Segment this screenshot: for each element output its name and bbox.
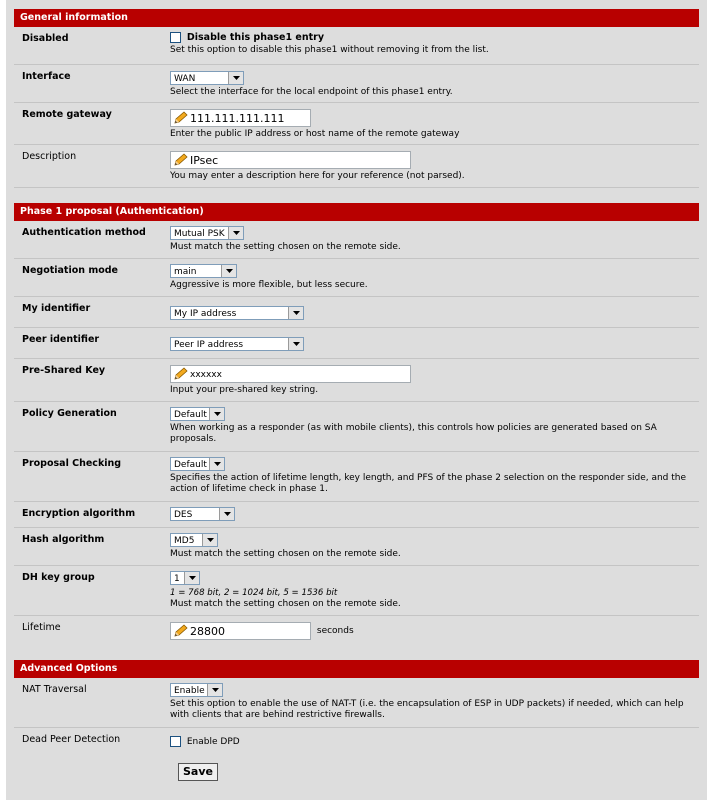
nat-traversal-label: NAT Traversal [22, 684, 87, 695]
dh-group-select-value: 1 [174, 574, 180, 584]
interface-select-value: WAN [174, 74, 196, 84]
chevron-down-icon [209, 408, 224, 420]
policy-generation-hint: When working as a responder (as with mobile clients), this controls how policies are generated based on SA proposals. [170, 423, 657, 444]
auth-method-label: Authentication method [22, 227, 146, 238]
hash-select-value: MD5 [174, 536, 195, 546]
enable-dpd-checkbox[interactable] [170, 736, 181, 747]
chevron-down-icon [288, 307, 303, 319]
psk-hint: Input your pre-shared key string. [170, 385, 319, 395]
negotiation-mode-label: Negotiation mode [22, 265, 118, 276]
form-panel [6, 0, 707, 800]
encryption-select-value: DES [174, 510, 193, 520]
remote-gateway-input[interactable] [170, 109, 311, 127]
save-button[interactable]: Save [178, 763, 218, 781]
pencil-icon [173, 624, 188, 641]
remote-gateway-hint: Enter the public IP address or host name of the remote gateway [170, 129, 460, 139]
row-auth-method [14, 221, 699, 259]
enable-dpd-checkbox-label: Enable DPD [186, 736, 240, 747]
lifetime-value: 28800 [190, 625, 225, 638]
disable-phase1-checkbox-label: Disable this phase1 entry [186, 32, 325, 43]
negotiation-mode-hint: Aggressive is more flexible, but less secure. [170, 280, 368, 290]
dpd-label: Dead Peer Detection [22, 734, 121, 745]
negotiation-mode-select[interactable] [170, 264, 237, 278]
row-interface [14, 65, 699, 103]
chevron-down-icon [184, 572, 199, 584]
remote-gateway-label: Remote gateway [22, 109, 112, 120]
row-encryption [14, 502, 699, 528]
dh-group-note: 1 = 768 bit, 2 = 1024 bit, 5 = 1536 bit [170, 588, 338, 598]
policy-generation-select[interactable] [170, 407, 225, 421]
peer-identifier-select[interactable] [170, 337, 304, 351]
dh-group-select[interactable] [170, 571, 200, 585]
psk-value: xxxxxx [190, 370, 222, 380]
auth-method-select-value: Mutual PSK [174, 229, 225, 239]
hash-label: Hash algorithm [22, 534, 105, 545]
chevron-down-icon [202, 534, 217, 546]
peer-identifier-label: Peer identifier [22, 334, 100, 345]
encryption-select[interactable] [170, 507, 235, 521]
section-header-general: General information [14, 9, 699, 27]
nat-traversal-hint: Set this option to enable the use of NAT-T (i.e. the encapsulation of ESP in UDP packets) if needed, which can help with clients that are behind restrictive firewalls. [170, 699, 684, 720]
policy-generation-select-value: Default [174, 410, 207, 420]
pencil-icon [173, 367, 188, 384]
nat-traversal-select-value: Enable [174, 686, 205, 696]
negotiation-mode-select-value: main [174, 267, 197, 277]
interface-select[interactable] [170, 71, 244, 85]
psk-label: Pre-Shared Key [22, 365, 106, 376]
row-my-identifier [14, 297, 699, 328]
chevron-down-icon [228, 72, 243, 84]
encryption-label: Encryption algorithm [22, 508, 136, 519]
row-psk [14, 359, 699, 402]
proposal-checking-label: Proposal Checking [22, 458, 122, 469]
auth-method-hint: Must match the setting chosen on the remote side. [170, 242, 401, 252]
chevron-down-icon [219, 508, 234, 520]
description-label: Description [22, 151, 77, 162]
peer-identifier-select-value: Peer IP address [174, 340, 244, 350]
section-header-advanced: Advanced Options [14, 660, 699, 678]
lifetime-input[interactable] [170, 622, 311, 640]
section-header-phase1: Phase 1 proposal (Authentication) [14, 203, 699, 221]
lifetime-unit: seconds [316, 626, 354, 636]
hash-select[interactable] [170, 533, 218, 547]
row-hash [14, 528, 699, 566]
description-value: IPsec [190, 154, 219, 167]
dh-group-hint: Must match the setting chosen on the remote side. [170, 599, 401, 609]
interface-label: Interface [22, 71, 71, 82]
row-disabled [14, 27, 699, 65]
row-remote-gateway [14, 103, 699, 145]
description-hint: You may enter a description here for your reference (not parsed). [170, 171, 465, 181]
chevron-down-icon [207, 684, 222, 696]
row-policy-generation [14, 402, 699, 452]
disabled-hint: Set this option to disable this phase1 without removing it from the list. [170, 45, 489, 55]
my-identifier-select-value: My IP address [174, 309, 237, 319]
row-nat-traversal [14, 678, 699, 728]
remote-gateway-value: 111.111.111.111 [190, 112, 285, 125]
policy-generation-label: Policy Generation [22, 408, 117, 419]
row-dpd [14, 728, 699, 758]
description-input[interactable] [170, 151, 411, 169]
pencil-icon [173, 111, 188, 128]
disabled-label: Disabled [22, 33, 69, 44]
chevron-down-icon [228, 227, 243, 239]
nat-traversal-select[interactable] [170, 683, 223, 697]
proposal-checking-select-value: Default [174, 460, 207, 470]
dh-group-label: DH key group [22, 572, 95, 583]
row-description [14, 145, 699, 188]
pencil-icon [173, 153, 188, 170]
chevron-down-icon [221, 265, 236, 277]
my-identifier-label: My identifier [22, 303, 91, 314]
row-peer-identifier [14, 328, 699, 359]
row-proposal-checking [14, 452, 699, 502]
row-lifetime [14, 616, 699, 650]
row-negotiation-mode [14, 259, 699, 297]
auth-method-select[interactable] [170, 226, 244, 240]
my-identifier-select[interactable] [170, 306, 304, 320]
interface-hint: Select the interface for the local endpoint of this phase1 entry. [170, 87, 453, 97]
lifetime-label: Lifetime [22, 622, 61, 633]
chevron-down-icon [288, 338, 303, 350]
chevron-down-icon [209, 458, 224, 470]
disable-phase1-checkbox[interactable] [170, 32, 181, 43]
proposal-checking-select[interactable] [170, 457, 225, 471]
hash-hint: Must match the setting chosen on the remote side. [170, 549, 401, 559]
row-dh-group [14, 566, 699, 616]
proposal-checking-hint: Specifies the action of lifetime length, key length, and PFS of the phase 2 selection on the responder side, and the action of lifetime check in phase 1. [170, 473, 687, 494]
psk-input[interactable] [170, 365, 411, 383]
